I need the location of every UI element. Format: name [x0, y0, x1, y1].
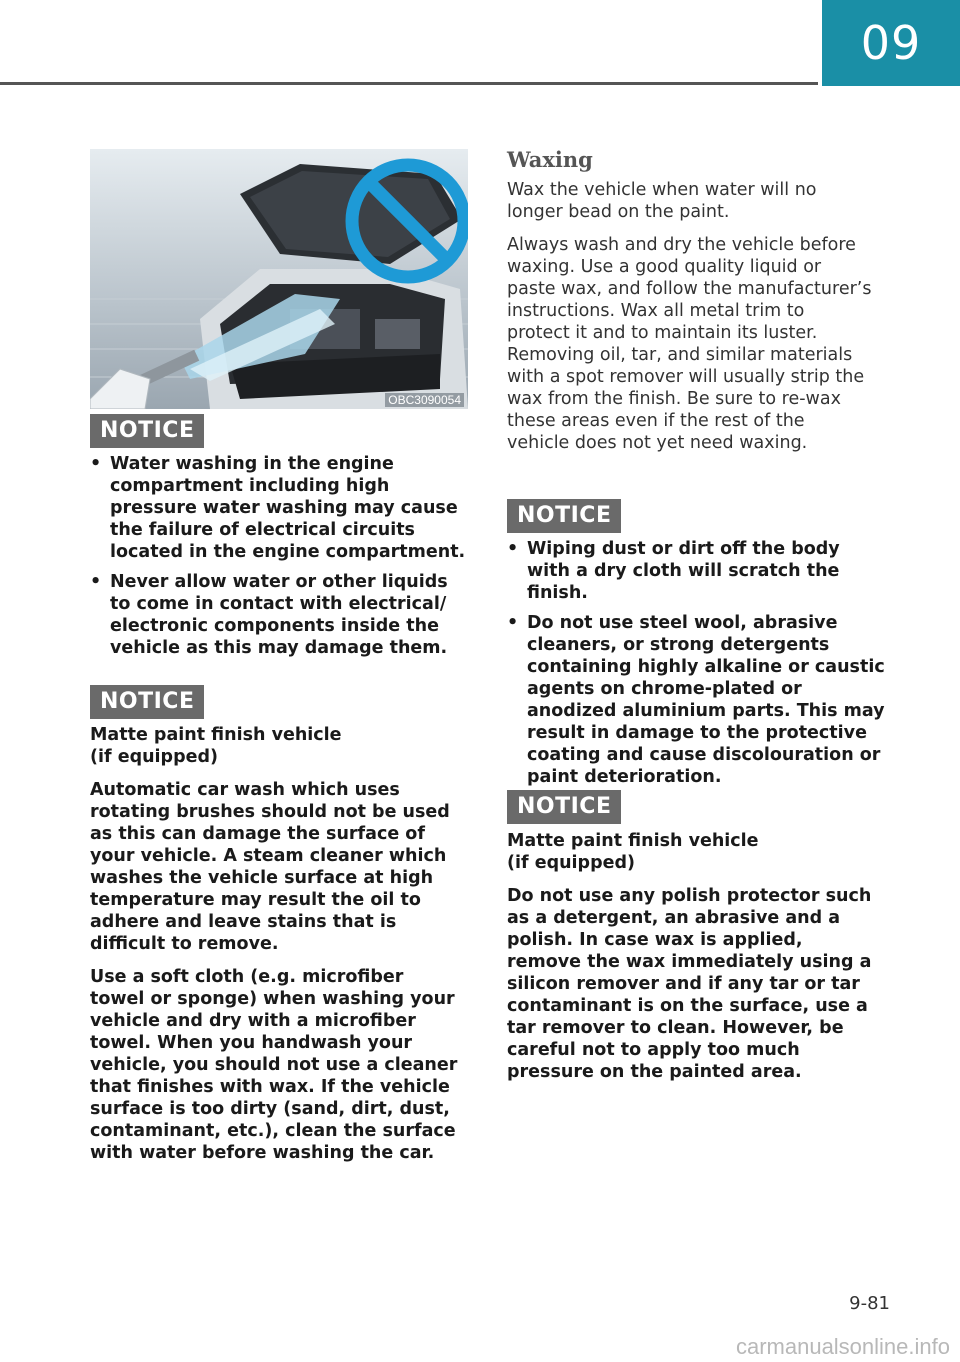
header-rule [0, 82, 818, 85]
figure-code: OBC3090054 [385, 393, 464, 407]
notice-badge: NOTICE [507, 790, 621, 824]
section-heading: Waxing [507, 147, 593, 172]
paragraph: Wax the vehicle when water will no longer bead on the paint. [507, 180, 817, 222]
notice-body [90, 724, 460, 1175]
car-hood-illustration [90, 149, 468, 409]
list-item: • Do not use steel wool, abrasive cleaners, or strong detergents containing highly alkaline or caustic agents on chrome-plated or anodized aluminium parts. This may result in damage to the protective coating and cause discolouration or paint deterioration. [507, 613, 885, 787]
notice-paragraph: Do not use any polish protector such as a detergent, an abrasive and a polish. In case wax is applied, remove the wax immediately using a silicon remover and if any tar or tar contaminant is on the surface, use a tar remover to clean. However, be careful not to apply too much pressure on the painted area. [507, 886, 872, 1082]
list-item: • Wiping dust or dirt off the body with a dry cloth will scratch the finish. [507, 539, 840, 603]
section-body [507, 179, 872, 465]
notice-badge: NOTICE [507, 499, 621, 533]
engine-wash-illustration [90, 149, 468, 409]
notice-badge: NOTICE [90, 685, 204, 719]
watermark: carmanualsonline.info [735, 1334, 950, 1359]
notice-badge: NOTICE [90, 414, 204, 448]
notice-paragraph: Automatic car wash which uses rotating brushes should not be used as this can damage the surface of your vehicle. A steam cleaner which washes the vehicle surface at high temperature may result the oil to adhere and leave stains that is difficult to remove. [90, 780, 450, 954]
list-item: • Never allow water or other liquids to come in contact with electrical/ electronic components inside the vehicle as this may damage them. [90, 572, 448, 658]
list-item: • Water washing in the engine compartment including high pressure water washing may cause the failure of electrical circuits located in the engine compartment. [90, 454, 466, 562]
notice-bullets [90, 453, 470, 667]
paragraph: Always wash and dry the vehicle before waxing. Use a good quality liquid or paste wax, and follow the manufacturer’s instructions. Wax all metal trim to protect it and to maintain its luster. Removing oil, tar, and similar materials with a spot remover will usually strip the wax from the finish. Be sure to re-wax these areas even if the rest of the vehicle does not yet need waxing. [507, 235, 872, 453]
notice-title: Matte paint finish vehicle (if equipped) [90, 725, 342, 767]
notice-bullets [507, 538, 887, 796]
chapter-tab: 09 [822, 0, 960, 86]
page-number: 9-81 [849, 1293, 890, 1314]
notice-paragraph: Use a soft cloth (e.g. microfiber towel or sponge) when washing your vehicle and dry with a microfiber towel. When you handwash your vehicle, you should not use a cleaner that finishes with wax. If the vehicle surface is too dirty (sand, dirt, dust, contaminant, etc.), clean the surface with water before washing the car. [90, 967, 458, 1163]
notice-title: Matte paint finish vehicle (if equipped) [507, 831, 759, 873]
notice-body [507, 830, 882, 1094]
